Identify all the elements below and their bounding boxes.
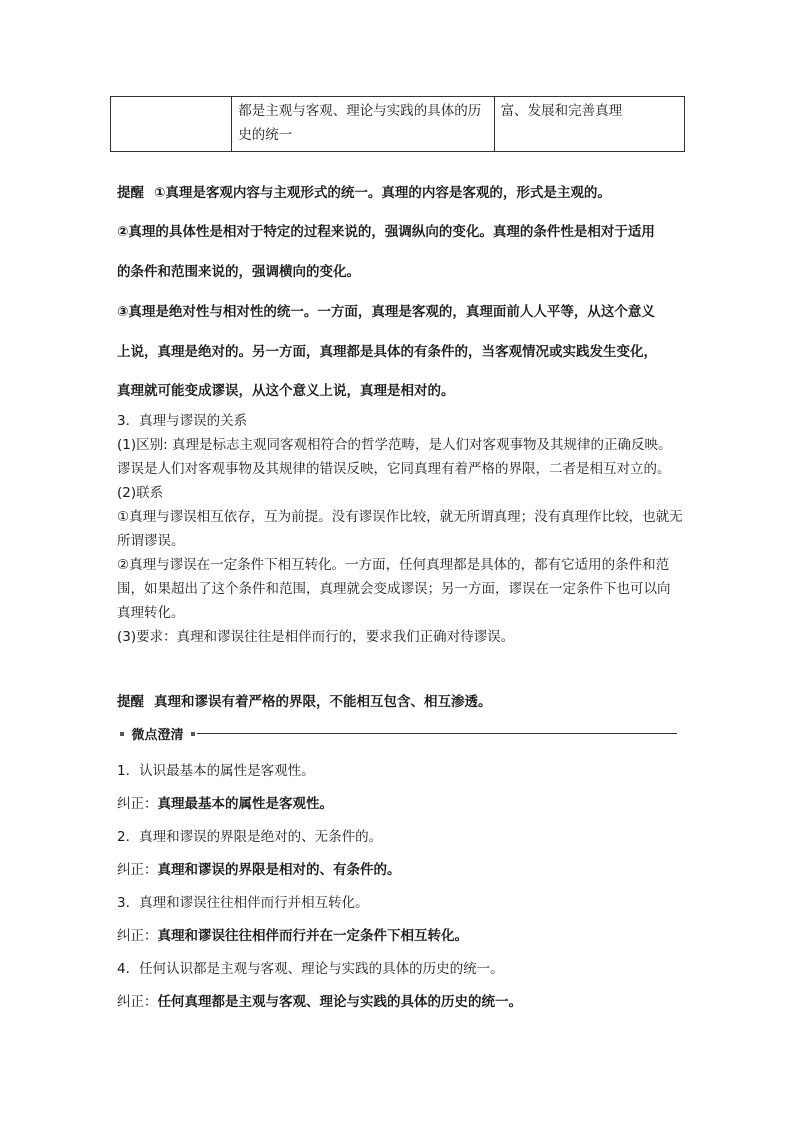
clarify-item-2-question: 2．真理和谬误的界限是绝对的、无条件的。 [117, 829, 383, 845]
tip1-line6: 真理就可能变成谬误，从这个意义上说，真理是相对的。 [117, 383, 455, 399]
square-bullet-icon [120, 732, 124, 736]
tip2-line [117, 690, 687, 710]
section-paragraph-link-2: ②真理与谬误在一定条件下相互转化。一方面，任何真理都是具体的，都有它适用的条件和范围，如果超出了这个条件和范围，真理就会变成谬误；另一方面，谬误在一定条件下也可以向真理转化。 [117, 557, 671, 621]
answer-text: 任何真理都是主观与客观、理论与实践的具体的历史的统一。 [157, 994, 522, 1010]
answer-text: 真理最基本的属性是客观性。 [157, 796, 333, 812]
section-paragraph-link-1: ①真理与谬误相互依存，互为前提。没有谬误作比较，就无所谓真理；没有真理作比较，也就无所谓谬误。 [117, 509, 683, 549]
clarify-item-3-question: 3．真理和谬误往往相伴而行并相互转化。 [117, 895, 369, 911]
tip1-line2: ②真理的具体性是相对于特定的过程来说的，强调纵向的变化。真理的条件性是相对于适用 [117, 224, 655, 240]
answer-prefix: 纠正： [117, 994, 158, 1010]
section-paragraph-requirement: (3)要求：真理和谬误往往是相伴而行的，要求我们正确对待谬误。 [117, 629, 515, 645]
section-heading: 3．真理与谬误的关系 [117, 413, 248, 429]
table-cell-3: 富、发展和完善真理 [494, 97, 684, 152]
clarify-item-3-answer [117, 924, 687, 944]
section-paragraph-distinction: (1)区别: 真理是标志主观同客观相符合的哲学范畴，是人们对客观事物及其规律的正确反映。谬误是人们对客观事物及其规律的错误反映，它同真理有着严格的界限，二者是相互对立的。 [117, 437, 672, 477]
tip1-line4: ③真理是绝对性与相对性的统一。一方面，真理是客观的，真理面前人人平等，从这个意义 [117, 304, 655, 320]
answer-text: 真理和谬误往往相伴而行并在一定条件下相互转化。 [157, 928, 468, 944]
answer-prefix: 纠正： [117, 862, 158, 878]
clarify-item-2-answer [117, 858, 687, 878]
tip-label: 提醒 [117, 694, 144, 710]
clarify-item-1-question: 1．认识最基本的属性是客观性。 [117, 763, 315, 779]
tip1-line1 [117, 181, 687, 201]
clarify-item-1-answer [117, 792, 687, 812]
clarify-item-4-answer [117, 990, 687, 1010]
clarify-title: 微点澄清 [131, 728, 184, 743]
table-cell-2: 都是主观与客观、理论与实践的具体的历史的统一 [232, 97, 494, 152]
answer-prefix: 纠正： [117, 796, 158, 812]
tip1-line3: 的条件和范围来说的，强调横向的变化。 [117, 264, 360, 280]
section-paragraph-link-heading: (2)联系 [117, 485, 164, 501]
section-3 [117, 409, 683, 649]
continued-table [110, 96, 685, 152]
clarify-item-4-question: 4．任何认识都是主观与客观、理论与实践的具体的历史的统一。 [117, 961, 504, 977]
tip1-line5: 上说，真理是绝对的。另一方面，真理都是具体的有条件的，当客观情况或实践发生变化， [117, 344, 657, 360]
clarify-divider [117, 724, 677, 744]
tip2-text: 真理和谬误有着严格的界限，不能相互包含、相互渗透。 [154, 694, 492, 710]
tip1-text1: ①真理是客观内容与主观形式的统一。真理的内容是客观的，形式是主观的。 [154, 185, 611, 201]
tip-label: 提醒 [117, 185, 144, 201]
square-bullet-icon [191, 732, 195, 736]
answer-prefix: 纠正： [117, 928, 158, 944]
table-row [111, 97, 685, 152]
divider-rule [197, 733, 677, 734]
table-cell-1 [111, 97, 232, 152]
answer-text: 真理和谬误的界限是相对的、有条件的。 [157, 862, 401, 878]
